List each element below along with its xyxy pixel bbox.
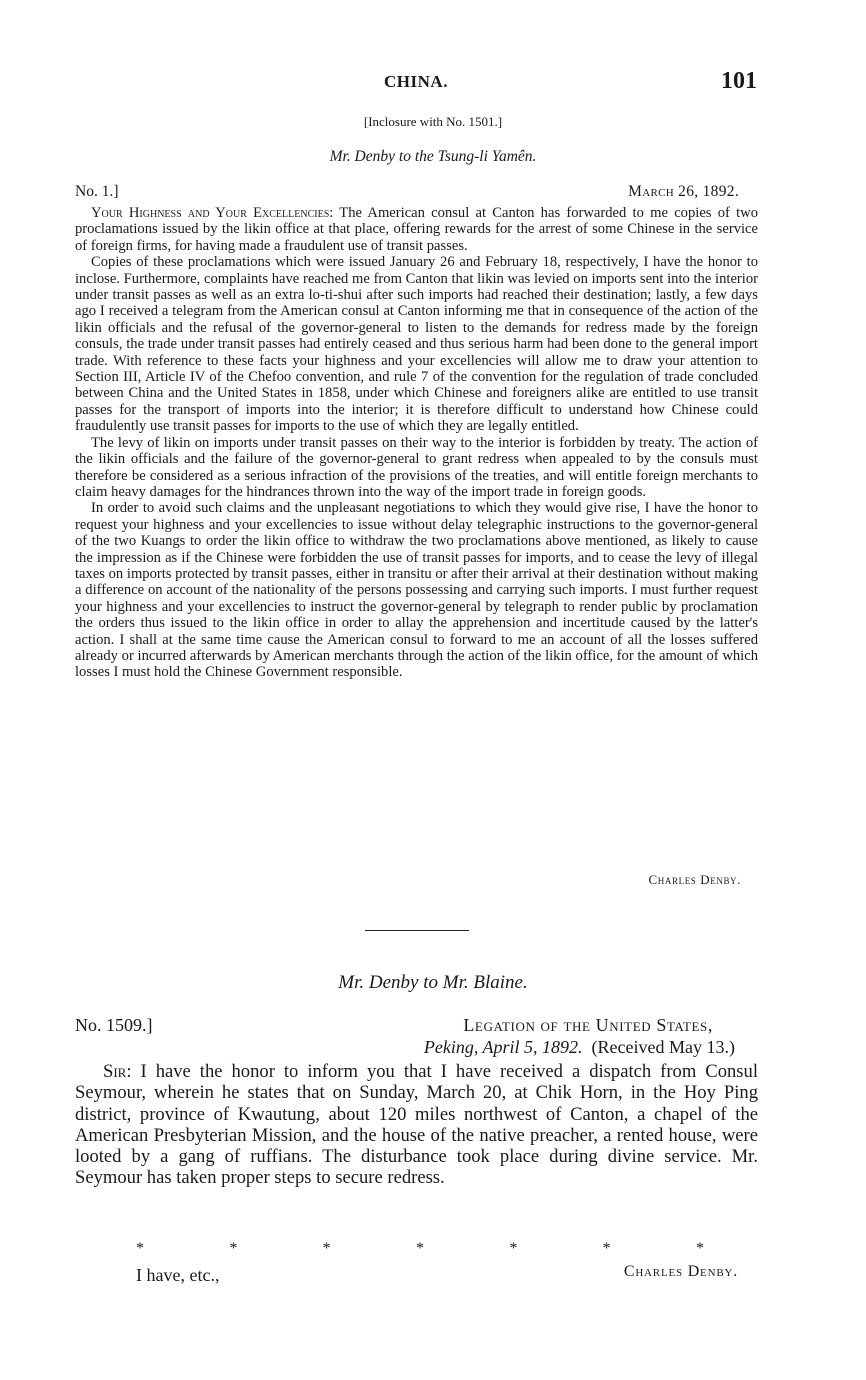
letter1-paragraph: The levy of likin on imports under transit passes on their way to the interior is forbidden by treaty. The action of the likin officials and the failure of the governor-general to grant redress when appealed to by the consuls must therefore be considered as a serious infraction of the provisions of the treaties, and will entitle foreign merchants to claim heavy damages for the hindrances thrown into the way of the import trade in foreign goods. [75,434,758,500]
letter2-dateline [75,1013,735,1063]
asterisk: * [602,1240,611,1257]
asterisk: * [415,1240,424,1257]
asterisk: * [509,1240,518,1257]
running-head [75,68,757,94]
letter2-closing: I have, etc., [136,1265,220,1285]
letter2-signature: Charles Denby. [623,1263,738,1280]
section-divider [365,930,469,931]
letter1-body [75,205,758,681]
letter2-place-date-line [424,1037,735,1058]
letter1-signature: Charles Denby. [648,872,741,887]
letter1-number: No. 1.] [75,183,119,200]
letter2-place-date: Peking, April 5, 1892. [423,1037,583,1057]
letter2-number: No. 1509.] [75,1015,153,1035]
asterisk: * [229,1240,238,1257]
letter1-dateline [75,183,739,205]
letter2-paragraph: Sir: I have the honor to inform you that I have received a dispatch from Consul Seymour, wherein he states that on Sunday, March 20, at Chik Horn, in the Hoy Ping district, province of Kwautung, about 120 miles northwest of Canton, a chapel of the American Presbyterian Mission, and the house of the native preacher, a rented house, were looted by a gang of ruffians. The disturbance took place during divine service. Mr. Seymour has taken proper steps to secure redress. [75,1061,758,1189]
letter2-body [75,1061,758,1189]
letter2-received: (Received May 13.) [591,1037,735,1057]
asterisk: * [695,1240,704,1257]
ellipsis-asterisks [136,1240,704,1260]
letter1-heading: Mr. Denby to the Tsung-li Yamên. [329,148,537,165]
asterisk: * [136,1240,144,1257]
letter1-paragraph: Your Highness and Your Excellencies: The American consul at Canton has forwarded to me copies of two proclamations issued by the likin office at that place, offering rewards for the arrest of some Chinese in the service of foreign firms, for having made a fraudulent use of transit passes. [75,205,759,254]
letter2-heading: Mr. Denby to Mr. Blaine. [338,972,528,993]
letter1-salutation: Your Highness and Your Excellencies: [91,205,334,221]
running-title: CHINA. [384,72,448,91]
letter1-paragraph: In order to avoid such claims and the unpleasant negotiations to which they would give rise, I have the honor to request your highness and your excellencies to issue without delay telegraphic instructions to the governor-general of the two Kuangs to order the likin office to withdraw the two proclamations above mentioned, as likely to cause the impression as if the Chinese were forbidden the use of transit passes for imports, and to cease the levy of illegal taxes on imports protected by transit passes, either in transitu or after their arrival at their destination without making a difference on account of the nationality of the persons possessing and carrying such imports. I must further request your highness and your excellencies to instruct the governor-general by telegraph to render public by proclamation the orders thus issued to the likin office in order to allay the apprehension and incertitude caused by the latter's action. I shall at the same time cause the American consul to forward to me an account of all the losses suffered already or incurred afterwards by American merchants through the action of the likin office, for the amount of which losses I must hold the Chinese Government responsible. [75,500,758,681]
asterisk: * [322,1240,331,1257]
page-number: 101 [721,68,757,94]
letter2-salutation: Sir: [103,1061,132,1082]
enclosure-note: [Inclosure with No. 1501.] [363,114,503,129]
letter2-legation: Legation of the United States, [463,1015,713,1035]
letter1-paragraph: Copies of these proclamations which were issued January 26 and February 18, respectively, I have the honor to inclose. Furthermore, complaints have reached me from Canton that likin was levied on imports sent into the interior under transit passes as well as an extra lo-ti-shui after such imports had reached their destination; lastly, a few days ago I received a telegram from the American consul at Canton informing me that in consequence of the action of the likin officials and the refusal of the governor-general to listen to the demands for redress made by the foreign consuls, the trade under transit passes had entirely ceased and thus serious harm had been done to the general import trade. With reference to these facts your highness and your excellencies will allow me to draw your attention to Section III, Article IV of the Chefoo convention, and rule 7 of the convention for the regulation of trade concluded between China and the United States in 1858, under which Chinese and foreigners alike are entitled to use transit passes for the transport of imports into the interior; it is therefore difficult to understand how Chinese could fraudulently use transit passes for imports to the use of which they are legally entitled. [75,254,758,435]
letter1-date: March 26, 1892. [628,183,739,200]
